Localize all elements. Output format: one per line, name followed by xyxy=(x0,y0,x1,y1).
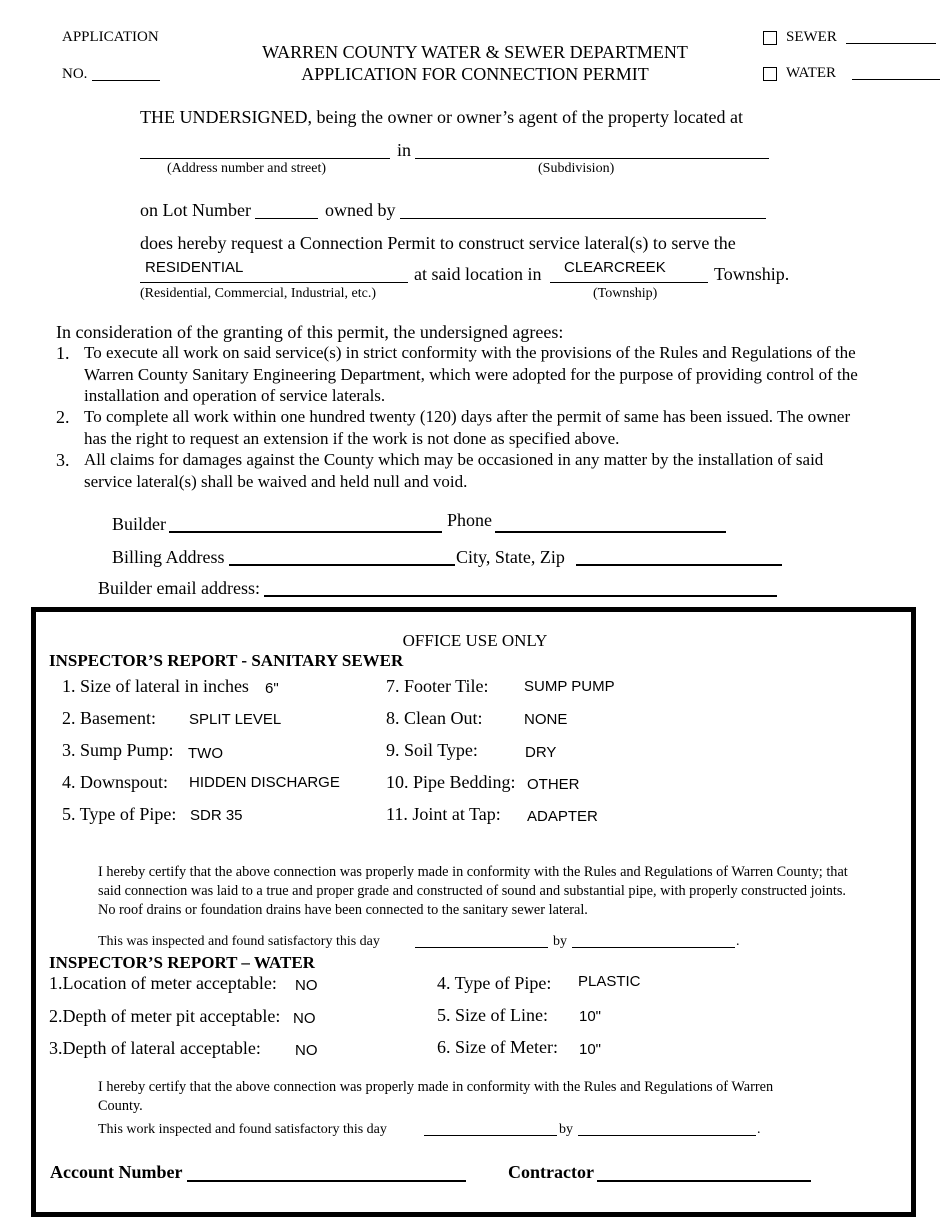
water-period: . xyxy=(757,1122,761,1137)
township-suffix: Township. xyxy=(714,264,790,284)
sewer-field[interactable] xyxy=(846,43,936,44)
form-title: APPLICATION FOR CONNECTION PERMIT xyxy=(301,64,649,84)
pipe-bedding-label: 10. Pipe Bedding: xyxy=(386,772,516,792)
sewer-inspected-label: This was inspected and found satisfactory this day xyxy=(98,934,380,949)
contractor-label: Contractor xyxy=(508,1162,594,1182)
at-location-label: at said location in xyxy=(414,264,542,284)
sump-pump-field[interactable]: TWO xyxy=(188,745,223,762)
township-field[interactable]: CLEARCREEK xyxy=(564,259,666,276)
township-caption: (Township) xyxy=(593,286,658,301)
application-no-label: NO. xyxy=(62,66,88,82)
lateral-size-field[interactable]: 6" xyxy=(265,680,279,697)
subdivision-field[interactable] xyxy=(415,158,769,159)
lot-number-field[interactable] xyxy=(255,218,318,219)
lateral-depth-field[interactable]: NO xyxy=(295,1042,318,1059)
sewer-certification-text: I hereby certify that the above connection was properly made in conformity with the Rules and Regulations of Warren County; that said connection was laid to a true and proper grade and constructed of sound and substantial pipe, with properly constructed joints. No roof drains or foundation drains have been connected to the sanitary sewer lateral. xyxy=(98,864,848,918)
downspout-field[interactable]: HIDDEN DISCHARGE xyxy=(189,774,340,791)
contractor-field[interactable] xyxy=(597,1180,811,1182)
owned-by-label: owned by xyxy=(325,200,396,220)
email-field[interactable] xyxy=(264,595,777,597)
soil-type-label: 9. Soil Type: xyxy=(386,740,478,760)
address-caption: (Address number and street) xyxy=(167,161,327,176)
basement-label: 2. Basement: xyxy=(62,708,156,728)
water-label: WATER xyxy=(786,65,836,81)
water-pipe-type-field[interactable]: PLASTIC xyxy=(578,973,641,990)
sewer-report-title: INSPECTOR’S REPORT - SANITARY SEWER xyxy=(49,651,404,670)
billing-address-field[interactable] xyxy=(229,564,455,566)
agreement-intro: In consideration of the granting of this permit, the undersigned agrees: xyxy=(56,322,564,342)
subdivision-caption: (Subdivision) xyxy=(538,161,615,176)
meter-size-label: 6. Size of Meter: xyxy=(437,1037,558,1057)
clean-out-label: 8. Clean Out: xyxy=(386,708,483,728)
builder-field[interactable] xyxy=(169,531,442,533)
property-type-field[interactable]: RESIDENTIAL xyxy=(145,259,244,276)
department-title: WARREN COUNTY WATER & SEWER DEPARTMENT xyxy=(262,42,688,62)
sewer-label: SEWER xyxy=(786,29,837,45)
meter-pit-depth-label: 2.Depth of meter pit acceptable: xyxy=(49,1006,281,1026)
meter-location-label: 1.Location of meter acceptable: xyxy=(49,973,277,993)
line-size-label: 5. Size of Line: xyxy=(437,1005,548,1025)
application-no-field[interactable] xyxy=(92,80,160,81)
water-report-title: INSPECTOR’S REPORT – WATER xyxy=(49,953,315,972)
email-label: Builder email address: xyxy=(98,578,260,598)
joint-at-tap-label: 11. Joint at Tap: xyxy=(386,804,501,824)
water-checkbox[interactable] xyxy=(763,67,777,81)
basement-field[interactable]: SPLIT LEVEL xyxy=(189,711,282,728)
agreement-item-text: All claims for damages against the County which may be occasioned in any matter by the installation of said service lateral(s) shall be waived and held null and void. xyxy=(84,450,824,491)
address-field[interactable] xyxy=(140,158,390,159)
sewer-pipe-type-field[interactable]: SDR 35 xyxy=(190,807,243,824)
billing-address-label: Billing Address xyxy=(112,547,225,567)
agreement-item-number: 2. xyxy=(56,407,70,427)
water-pipe-type-label: 4. Type of Pipe: xyxy=(437,973,552,993)
sewer-pipe-type-label: 5. Type of Pipe: xyxy=(62,804,177,824)
agreement-item-text: To complete all work within one hundred twenty (120) days after the permit of same has been issued. The owner has the right to request an extension if the work is not done as specified above. xyxy=(84,407,851,448)
sewer-by-label: by xyxy=(553,934,567,949)
account-number-label: Account Number xyxy=(50,1162,183,1182)
property-type-caption: (Residential, Commercial, Industrial, etc.) xyxy=(140,286,376,301)
owner-field[interactable] xyxy=(400,218,766,219)
meter-size-field[interactable]: 10" xyxy=(579,1041,602,1058)
water-inspected-label: This work inspected and found satisfactory this day xyxy=(98,1122,387,1137)
township-line xyxy=(550,282,708,283)
sump-pump-label: 3. Sump Pump: xyxy=(62,740,174,760)
clean-out-field[interactable]: NONE xyxy=(524,711,568,728)
pipe-bedding-field[interactable]: OTHER xyxy=(527,776,580,793)
application-label: APPLICATION xyxy=(62,29,159,45)
sewer-checkbox[interactable] xyxy=(763,31,777,45)
water-field[interactable] xyxy=(852,79,940,80)
meter-location-field[interactable]: NO xyxy=(295,977,318,994)
agreement-item-number: 3. xyxy=(56,450,70,470)
intro-text: THE UNDERSIGNED, being the owner or owner’s agent of the property located at xyxy=(140,107,743,127)
water-certification-text: I hereby certify that the above connection was properly made in conformity with the Rules and Regulations of Warren County. xyxy=(98,1079,774,1114)
in-label: in xyxy=(397,140,412,160)
phone-field[interactable] xyxy=(495,531,726,533)
sewer-inspected-date-field[interactable] xyxy=(415,947,548,948)
lot-number-label: on Lot Number xyxy=(140,200,251,220)
lateral-size-label: 1. Size of lateral in inches xyxy=(62,676,249,696)
water-inspected-date-field[interactable] xyxy=(424,1135,557,1136)
downspout-label: 4. Downspout: xyxy=(62,772,169,792)
agreement-item-text: To execute all work on said service(s) in strict conformity with the provisions of the Rules and Regulations of the Warren County Sanitary Engineering Department, which were adopted for the purpose of providing control of the installation and operation of service laterals. xyxy=(84,343,858,405)
account-number-field[interactable] xyxy=(187,1180,466,1182)
office-use-heading: OFFICE USE ONLY xyxy=(402,631,548,650)
property-type-line xyxy=(140,282,408,283)
city-state-zip-field[interactable] xyxy=(576,564,782,566)
request-text: does hereby request a Connection Permit to construct service lateral(s) to serve the xyxy=(140,233,736,253)
soil-type-field[interactable]: DRY xyxy=(525,744,557,761)
sewer-period: . xyxy=(736,934,740,949)
meter-pit-depth-field[interactable]: NO xyxy=(293,1010,316,1027)
agreement-item-number: 1. xyxy=(56,343,70,363)
phone-label: Phone xyxy=(447,510,492,530)
water-by-label: by xyxy=(559,1122,573,1137)
sewer-inspector-field[interactable] xyxy=(572,947,735,948)
line-size-field[interactable]: 10" xyxy=(579,1008,602,1025)
water-inspector-field[interactable] xyxy=(578,1135,756,1136)
footer-tile-label: 7. Footer Tile: xyxy=(386,676,489,696)
lateral-depth-label: 3.Depth of lateral acceptable: xyxy=(49,1038,261,1058)
city-state-zip-label: City, State, Zip xyxy=(456,547,565,567)
builder-label: Builder xyxy=(112,514,166,534)
footer-tile-field[interactable]: SUMP PUMP xyxy=(524,678,615,695)
joint-at-tap-field[interactable]: ADAPTER xyxy=(527,808,598,825)
